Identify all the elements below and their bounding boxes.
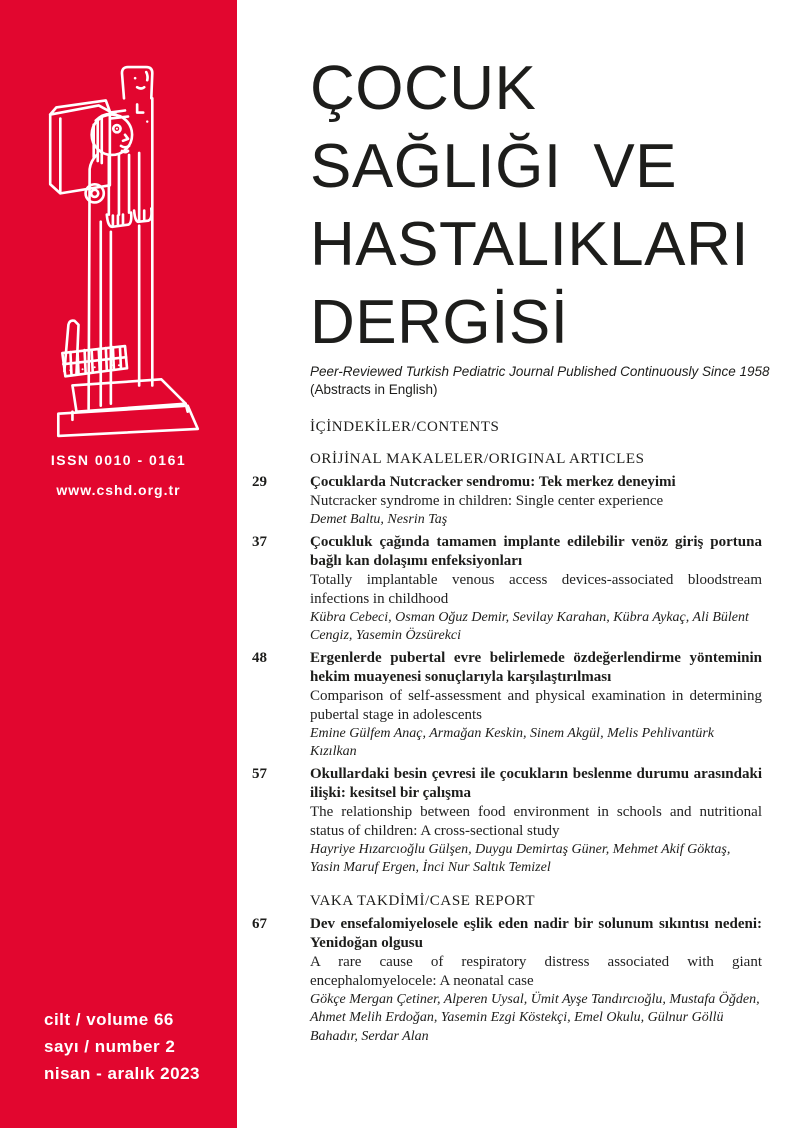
- article-title-en: Comparison of self-assessment and physical examination in determining pubertal stage in adolescents: [310, 687, 762, 723]
- article-title-en: The relationship between food environment in schools and nutritional status of children: A cross-sectional study: [310, 803, 762, 839]
- article-title-en: Nutcracker syndrome in children: Single center experience: [310, 493, 664, 509]
- issue-line: sayı / number 2: [44, 1037, 176, 1056]
- journal-title: [310, 50, 780, 362]
- article-authors: Demet Baltu, Nesrin Taş: [310, 512, 448, 527]
- article-entry: [237, 649, 772, 762]
- page-number: 57: [252, 765, 267, 782]
- title-line-4: DERGİSİ: [310, 288, 569, 357]
- title-line-2: SAĞLIĞI VE: [310, 132, 678, 201]
- article-entry: [237, 765, 772, 878]
- issn-text: ISSN 0010 - 0161: [50, 452, 187, 468]
- website-text: www.cshd.org.tr: [56, 482, 181, 498]
- journal-subtitle: Peer-Reviewed Turkish Pediatric Journal Published Continuously Since 1958: [310, 364, 770, 379]
- mother-and-child-logo: [48, 64, 200, 438]
- article-entry: [237, 473, 772, 530]
- article-title-en: A rare cause of respiratory distress associated with giant encephalomyelocele: A neonatal case: [310, 953, 762, 989]
- title-line-1: ÇOCUK: [310, 54, 537, 123]
- section-header-case-report: VAKA TAKDİMİ/CASE REPORT: [310, 892, 536, 909]
- table-of-contents: [237, 418, 772, 1049]
- article-authors: Gökçe Mergan Çetiner, Alperen Uysal, Ümit Ayşe Tandırcıoğlu, Mustafa Öğden, Ahmet Melih Erdoğan, Yasemin Ezgi Köstekçi, Emel Okulu, Gülnur Göllü Bahadır, Serdar Alan: [310, 991, 760, 1044]
- volume-line: cilt / volume 66: [44, 1010, 174, 1029]
- mother-and-child-statue-icon: [48, 64, 200, 438]
- article-title-tr: Dev ensefalomiyelosele eşlik eden nadir bir solunum sıkıntısı nedeni: Yenidoğan olgusu: [310, 915, 762, 951]
- article-title-tr: Çocukluk çağında tamamen implante edilebilir venöz giriş portuna bağlı kan dolaşımı enfeksiyonları: [310, 533, 762, 569]
- contents-heading: İÇİNDEKİLER/CONTENTS: [310, 419, 500, 435]
- page-number: 29: [252, 474, 267, 490]
- article-entry: [237, 915, 772, 1047]
- article-authors: Emine Gülfem Anaç, Armağan Keskin, Sinem Akgül, Melis Pehlivantürk Kızılkan: [310, 725, 714, 759]
- article-title-tr: Çocuklarda Nutcracker sendromu: Tek merkez deneyimi: [310, 474, 676, 490]
- section-header-original-articles: ORİJİNAL MAKALELER/ORIGINAL ARTICLES: [310, 451, 645, 467]
- article-title-tr: Okullardaki besin çevresi ile çocukların beslenme durumu arasındaki ilişki: kesitsel bir çalışma: [310, 765, 762, 801]
- page-number: 67: [252, 915, 267, 932]
- article-title-tr: Ergenlerde pubertal evre belirlemede özdeğerlendirme yönteminin hekim muayenesi sonuçlarıyla karşılaştırılması: [310, 649, 762, 685]
- sidebar: [0, 0, 237, 1128]
- page-number: 48: [252, 649, 267, 666]
- date-line: nisan - aralık 2023: [44, 1064, 200, 1083]
- article-authors: Kübra Cebeci, Osman Oğuz Demir, Sevilay Karahan, Kübra Aykaç, Ali Bülent Cengiz, Yasemin Özsürekci: [310, 609, 749, 643]
- article-title-en: Totally implantable venous access devices-associated bloodstream infections in childhood: [310, 571, 762, 607]
- volume-info: [44, 1006, 200, 1087]
- article-authors: Hayriye Hızarcıoğlu Gülşen, Duygu Demirtaş Güner, Mehmet Akif Göktaş, Yasin Maruf Ergen, İnci Nur Saltık Temizel: [310, 841, 731, 875]
- page-number: 37: [252, 533, 267, 550]
- article-entry: [237, 533, 772, 646]
- subtitle-note: (Abstracts in English): [310, 382, 438, 397]
- title-line-3: HASTALIKLARI: [310, 210, 750, 279]
